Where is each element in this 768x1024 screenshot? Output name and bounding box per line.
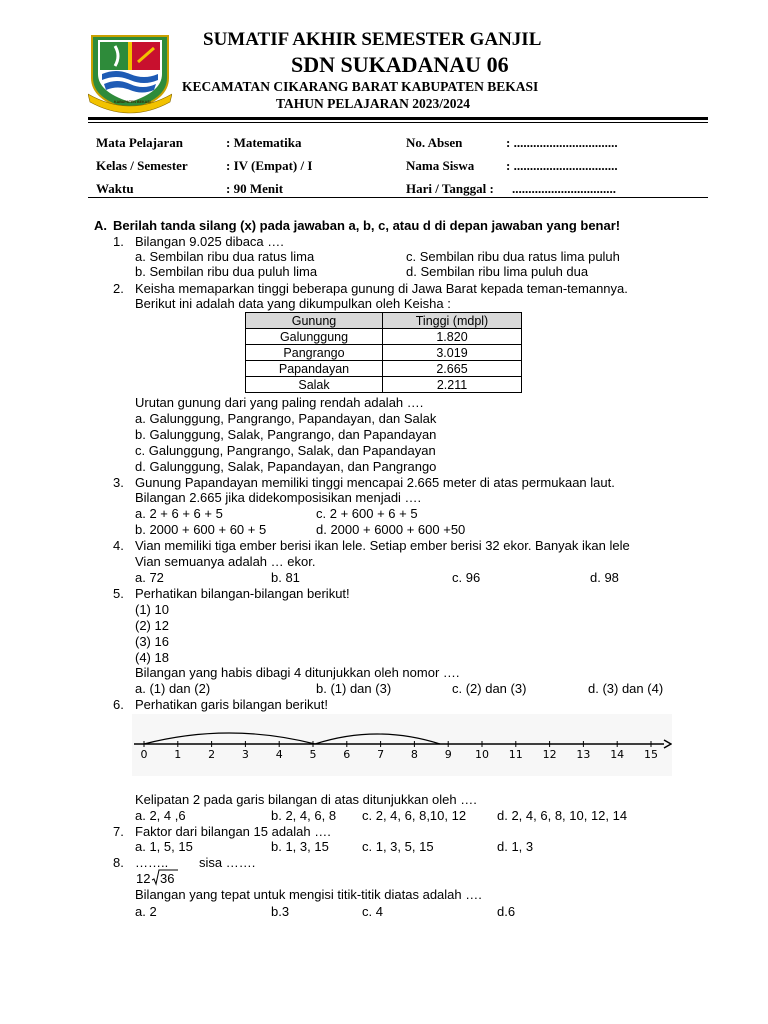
q4-option-b: b. 81 bbox=[271, 570, 300, 585]
q8-number: 8. bbox=[113, 855, 124, 870]
table-cell: Galunggung bbox=[246, 329, 383, 345]
info-absen-value: : ................................ bbox=[506, 135, 618, 150]
q5-item: (4) 18 bbox=[135, 650, 169, 665]
table-cell: 2.665 bbox=[383, 361, 522, 377]
q2-number: 2. bbox=[113, 281, 124, 296]
q1-option-b: b. Sembilan ribu dua puluh lima bbox=[135, 264, 318, 279]
q2-text-1: Keisha memaparkan tinggi beberapa gunung di Jawa Barat kepada teman-temannya. bbox=[135, 281, 628, 296]
q5-option-a: a. (1) dan (2) bbox=[135, 681, 211, 696]
info-waktu-label: Waktu bbox=[96, 181, 134, 196]
info-hari-label: Hari / Tanggal : bbox=[406, 181, 494, 196]
table-row bbox=[246, 361, 522, 377]
q7-option-c: c. 1, 3, 5, 15 bbox=[362, 839, 434, 854]
q3-option-a: a. 2 + 6 + 6 + 5 bbox=[135, 506, 223, 521]
table-cell: 1.820 bbox=[383, 329, 522, 345]
q7-text: Faktor dari bilangan 15 adalah …. bbox=[135, 824, 331, 839]
info-nama-label: Nama Siswa bbox=[406, 158, 475, 173]
q2-option-b: b. Galunggung, Salak, Pangrango, dan Papandayan bbox=[135, 427, 437, 442]
table-header-row bbox=[246, 313, 522, 329]
number-line-label: 6 bbox=[343, 748, 351, 761]
q2-option-c: c. Galunggung, Pangrango, Salak, dan Papandayan bbox=[135, 443, 436, 458]
table-row bbox=[246, 345, 522, 361]
q5-text: Perhatikan bilangan-bilangan berikut! bbox=[135, 586, 350, 601]
number-line-label: 12 bbox=[542, 748, 557, 761]
q6-number: 6. bbox=[113, 697, 124, 712]
number-line-label: 13 bbox=[576, 748, 591, 761]
q8-blank: …….. bbox=[135, 855, 169, 870]
q5-item: (2) 12 bbox=[135, 618, 169, 633]
number-line-label: 9 bbox=[444, 748, 452, 761]
info-kelas-value: : IV (Empat) / I bbox=[226, 158, 313, 173]
table-cell: Papandayan bbox=[246, 361, 383, 377]
q1-option-a: a. Sembilan ribu dua ratus lima bbox=[135, 249, 315, 264]
info-mapel-label: Mata Pelajaran bbox=[96, 135, 184, 150]
q4-option-a: a. 72 bbox=[135, 570, 164, 585]
q1-text: Bilangan 9.025 dibaca …. bbox=[135, 234, 284, 249]
q5-question: Bilangan yang habis dibagi 4 ditunjukkan oleh nomor …. bbox=[135, 665, 460, 680]
table-row bbox=[246, 329, 522, 345]
q8-option-c: c. 4 bbox=[362, 904, 383, 919]
number-line-label: 2 bbox=[208, 748, 216, 761]
q8-option-b: b.3 bbox=[271, 904, 290, 919]
table-header: Gunung bbox=[246, 313, 383, 329]
number-line-label: 11 bbox=[508, 748, 523, 761]
q5-item: (3) 16 bbox=[135, 634, 169, 649]
q2-question: Urutan gunung dari yang paling rendah adalah …. bbox=[135, 395, 424, 410]
q2-text-2: Berikut ini adalah data yang dikumpulkan oleh Keisha : bbox=[135, 296, 451, 311]
info-mapel-value: : Matematika bbox=[226, 135, 302, 150]
q1-number: 1. bbox=[113, 234, 124, 249]
table-row bbox=[246, 377, 522, 393]
q8-question: Bilangan yang tepat untuk mengisi titik-titik diatas adalah …. bbox=[135, 887, 482, 902]
q1-option-d: d. Sembilan ribu lima puluh dua bbox=[406, 264, 589, 279]
q3-number: 3. bbox=[113, 475, 124, 490]
q6-question: Kelipatan 2 pada garis bilangan di atas ditunjukkan oleh …. bbox=[135, 792, 477, 807]
number-line-label: 3 bbox=[241, 748, 249, 761]
number-line-label: 14 bbox=[610, 748, 625, 761]
number-line-label: 8 bbox=[410, 748, 418, 761]
q8-option-d: d.6 bbox=[497, 904, 516, 919]
q4-number: 4. bbox=[113, 538, 124, 553]
q5-option-b: b. (1) dan (3) bbox=[316, 681, 392, 696]
q8-option-a: a. 2 bbox=[135, 904, 157, 919]
table-cell: Salak bbox=[246, 377, 383, 393]
q4-text-1: Vian memiliki tiga ember berisi ikan lele. Setiap ember berisi 32 ekor. Banyak ikan lele bbox=[135, 538, 630, 553]
number-line-label: 10 bbox=[475, 748, 489, 761]
info-waktu-value: : 90 Menit bbox=[226, 181, 284, 196]
q8-divisor: 12 bbox=[136, 871, 151, 886]
q1-option-c: c. Sembilan ribu dua ratus lima puluh bbox=[406, 249, 620, 264]
logo-text: KABUPATEN BEKASI bbox=[114, 100, 151, 104]
table-cell: 3.019 bbox=[383, 345, 522, 361]
q3-option-d: d. 2000 + 6000 + 600 +50 bbox=[316, 522, 466, 537]
q3-option-b: b. 2000 + 600 + 60 + 5 bbox=[135, 522, 267, 537]
number-line-label: 1 bbox=[174, 748, 182, 761]
q2-option-a: a. Galunggung, Pangrango, Papandayan, dan Salak bbox=[135, 411, 437, 426]
number-line bbox=[132, 714, 672, 776]
number-line-label: 0 bbox=[140, 748, 148, 761]
section-letter: A. bbox=[94, 218, 107, 233]
table-header: Tinggi (mdpl) bbox=[383, 313, 522, 329]
school-name: SDN SUKADANAU 06 bbox=[291, 52, 509, 77]
q4-option-d: d. 98 bbox=[590, 570, 619, 585]
q8-sisa: sisa ……. bbox=[199, 855, 256, 870]
q5-item: (1) 10 bbox=[135, 602, 169, 617]
section-instruction: Berilah tanda silang (x) pada jawaban a, b, c, atau d di depan jawaban yang benar! bbox=[113, 218, 621, 233]
q7-option-b: b. 1, 3, 15 bbox=[271, 839, 329, 854]
number-line-background bbox=[132, 714, 672, 776]
info-nama-value: : ................................ bbox=[506, 158, 618, 173]
number-line-label: 15 bbox=[644, 748, 658, 761]
district-name: KECAMATAN CIKARANG BARAT KABUPATEN BEKASI bbox=[182, 79, 539, 94]
header-rule-thick bbox=[88, 117, 708, 120]
number-line-label: 4 bbox=[275, 748, 283, 761]
q7-option-a: a. 1, 5, 15 bbox=[135, 839, 193, 854]
q6-option-d: d. 2, 4, 6, 8, 10, 12, 14 bbox=[497, 808, 628, 823]
q6-option-c: c. 2, 4, 6, 8,10, 12 bbox=[362, 808, 467, 823]
q6-option-b: b. 2, 4, 6, 8 bbox=[271, 808, 337, 823]
number-line-label: 5 bbox=[309, 748, 317, 761]
header-rule-thin bbox=[88, 122, 708, 123]
q5-option-d: d. (3) dan (4) bbox=[588, 681, 664, 696]
number-line-label: 7 bbox=[377, 748, 385, 761]
info-absen-label: No. Absen bbox=[406, 135, 463, 150]
q3-text-1: Gunung Papandayan memiliki tinggi mencapai 2.665 meter di atas permukaan laut. bbox=[135, 475, 615, 490]
info-rule bbox=[88, 197, 708, 198]
table-cell: 2.211 bbox=[383, 377, 522, 393]
q7-option-d: d. 1, 3 bbox=[497, 839, 534, 854]
q3-option-c: c. 2 + 600 + 6 + 5 bbox=[316, 506, 418, 521]
q4-text-2: Vian semuanya adalah … ekor. bbox=[135, 554, 316, 569]
q3-text-2: Bilangan 2.665 jika didekomposisikan menjadi …. bbox=[135, 490, 422, 505]
academic-year: TAHUN PELAJARAN 2023/2024 bbox=[276, 96, 471, 111]
q6-text: Perhatikan garis bilangan berikut! bbox=[135, 697, 328, 712]
q8-dividend: 36 bbox=[160, 871, 175, 886]
info-hari-value: ................................ bbox=[512, 181, 616, 196]
q2-option-d: d. Galunggung, Salak, Papandayan, dan Pangrango bbox=[135, 459, 437, 474]
q6-option-a: a. 2, 4 ,6 bbox=[135, 808, 186, 823]
q4-option-c: c. 96 bbox=[452, 570, 481, 585]
q7-number: 7. bbox=[113, 824, 124, 839]
q5-option-c: c. (2) dan (3) bbox=[452, 681, 527, 696]
q5-number: 5. bbox=[113, 586, 124, 601]
info-kelas-label: Kelas / Semester bbox=[96, 158, 188, 173]
exam-title: SUMATIF AKHIR SEMESTER GANJIL bbox=[203, 29, 542, 50]
table-cell: Pangrango bbox=[246, 345, 383, 361]
mountain-table bbox=[245, 312, 522, 393]
school-logo bbox=[88, 34, 172, 114]
